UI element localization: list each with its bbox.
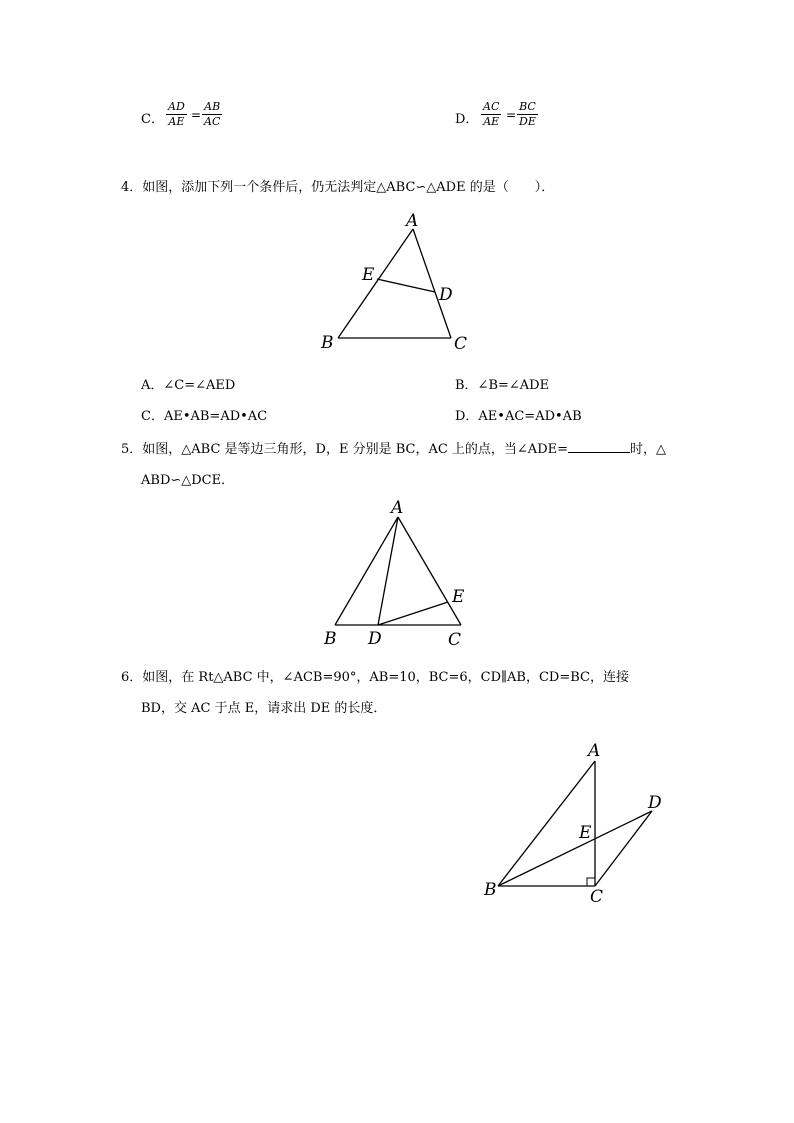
q5-stem-line1: [121, 438, 666, 457]
point-label-a: A: [391, 498, 404, 518]
denominator: DE: [519, 115, 536, 128]
numerator: AB: [204, 100, 221, 113]
point-label-d: D: [368, 629, 382, 649]
q4-option-a: A．∠C=∠AED: [141, 378, 236, 393]
q4-stem: 4．如图，添加下列一个条件后，仍无法判定△ABC∽△ADE 的是（ ）．: [121, 180, 555, 195]
point-label-a: A: [588, 741, 601, 761]
point-label-b: B: [484, 880, 497, 900]
q3-option-c-letter: C．: [141, 112, 164, 127]
equals-sign: =: [506, 108, 517, 122]
point-label-a: A: [406, 211, 419, 231]
point-label-b: B: [321, 333, 334, 353]
q5-stem-line2: ABD∽△DCE．: [141, 473, 235, 488]
numerator: AD: [168, 100, 185, 113]
segment-cd: [595, 811, 652, 886]
q6-stem-line1: 6．如图，在 Rt△ABC 中，∠ACB=90°，AB=10，BC=6，CD∥AB，CD=BC，连接: [121, 670, 629, 685]
point-label-d: D: [648, 793, 662, 813]
segment-ac: [398, 517, 461, 625]
q3-option-c-left-fraction: [166, 100, 187, 129]
segment-de: [378, 602, 448, 625]
segment-bd: [498, 811, 652, 886]
segment-ab: [498, 761, 595, 886]
denominator: AE: [168, 115, 185, 128]
q3-option-d-letter: D．: [455, 112, 479, 127]
numerator: BC: [519, 100, 536, 113]
q3-option-d-left-fraction: [481, 100, 501, 129]
q5-stem-part2: 时，△: [630, 442, 667, 457]
point-label-c: C: [454, 334, 468, 354]
q6-stem-line2: BD，交 AC 于点 E，请求出 DE 的长度．: [141, 701, 387, 716]
right-angle-mark: [587, 878, 595, 886]
denominator: AC: [204, 115, 221, 128]
numerator: AC: [483, 100, 500, 113]
segment-ab: [338, 229, 413, 338]
denominator: AE: [483, 115, 500, 128]
segment-ac: [413, 229, 451, 338]
segment-ed: [377, 279, 435, 292]
point-label-d: D: [439, 285, 453, 305]
q5-stem-part1: 5．如图，△ABC 是等边三角形，D，E 分别是 BC，AC 上的点，当∠ADE=: [121, 442, 569, 457]
point-label-c: C: [590, 887, 604, 907]
q4-option-d: D．AE•AC=AD•AB: [455, 409, 582, 424]
answer-blank[interactable]: [568, 440, 630, 453]
q4-option-b: B．∠B=∠ADE: [455, 378, 550, 393]
q4-option-c: C．AE•AB=AD•AC: [141, 409, 268, 424]
point-label-e: E: [452, 587, 465, 607]
point-label-e: E: [362, 265, 375, 285]
q3-option-d-right-fraction: [517, 100, 538, 129]
q3-option-c-right-fraction: [202, 100, 222, 129]
equals-sign: =: [191, 108, 202, 122]
point-label-e: E: [579, 823, 592, 843]
point-label-b: B: [324, 629, 337, 649]
segment-ab: [335, 517, 398, 625]
point-label-c: C: [448, 630, 462, 650]
segment-ad: [378, 517, 398, 625]
